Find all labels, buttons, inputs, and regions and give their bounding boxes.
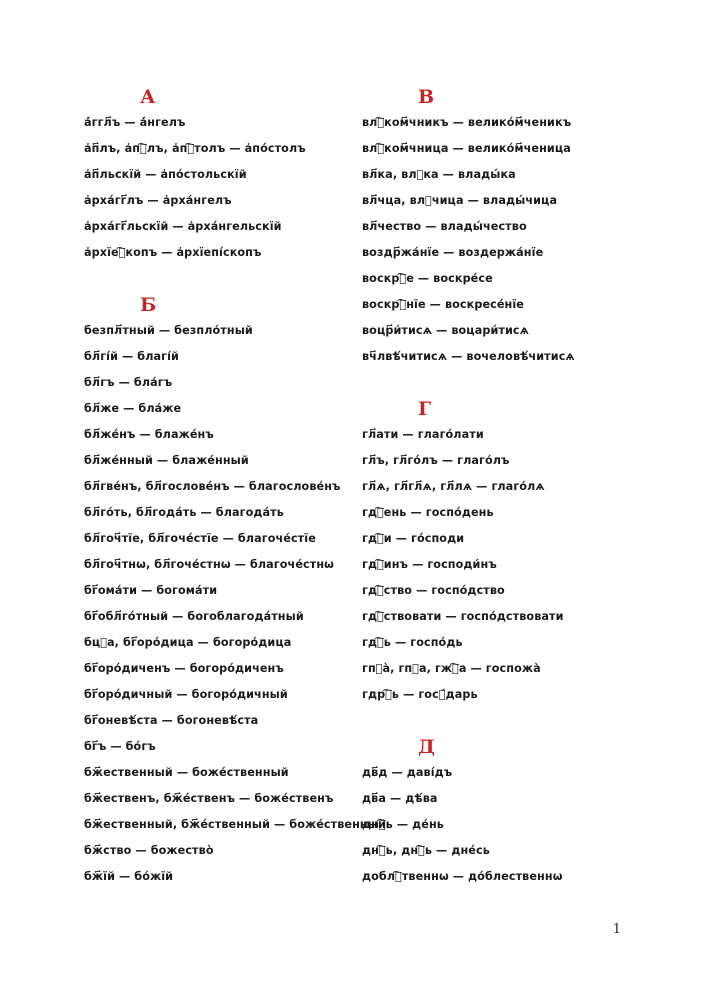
abbreviation-entry: воскрⷭ҇нїе — воскресе́нїе (362, 298, 524, 311)
abbreviation-entry: гдⷭ҇инъ — господи́нъ (362, 558, 497, 571)
abbreviation-entry: вл҃чца, влⷣчица — влады́чица (362, 194, 558, 207)
abbreviation-entry: бл҃гъ — бла́гъ (84, 376, 173, 389)
abbreviation-entry: дв҃а — дѣ́ва (362, 792, 438, 805)
section-heading: Д (418, 736, 435, 758)
abbreviation-entry: а҆п҃лъ, а҆пⷭ҇лъ, а҆пⷭ҇толъ — а҆по́столъ (84, 142, 306, 155)
abbreviation-entry: бл҃гоч҃тїе, бл҃гоче́стїе — благоче́стїе (84, 532, 316, 545)
abbreviation-entry: бл҃гоч҃тнѡ, бл҃гоче́стнѡ — благоче́стнѡ (84, 558, 334, 571)
abbreviation-entry: бж҃ественный — боже́ственный (84, 766, 289, 779)
section-spacer (362, 708, 662, 734)
abbreviation-entry: днⷭ҇ь — де́нь (362, 818, 444, 831)
right-column (362, 84, 662, 890)
abbreviation-entry: гдⷭ҇ь — госпо́дь (362, 636, 463, 649)
abbreviation-entry: бг҃ома́ти — богома́ти (84, 584, 218, 597)
abbreviation-entry: а҆п҃льскїй — а҆по́стольскїй (84, 168, 247, 181)
abbreviation-entry: гдⷭ҇ство — госпо́дство (362, 584, 505, 597)
abbreviation-entry: вч҃лвѣ́читисѧ — вочеловѣ́читисѧ (362, 350, 575, 363)
section-heading: Б (140, 294, 157, 316)
abbreviation-entry: влⷭ҇ком҃чникъ — велико́м҃ченикъ (362, 116, 572, 129)
abbreviation-entry: бг҃обл҃го́тный — богоблагода́тный (84, 610, 304, 623)
abbreviation-entry: бл҃же́нный — блаже́нный (84, 454, 249, 467)
abbreviation-entry: бл҃гі́й — благі́й (84, 350, 179, 363)
abbreviation-entry: бл҃го́ть, бл҃года́ть — благода́ть (84, 506, 284, 519)
abbreviation-entry: влⷭ҇ком҃чница — велико́м҃ченица (362, 142, 571, 155)
abbreviation-entry: безпл҃тный — безпло́тный (84, 324, 253, 337)
section-a (84, 84, 354, 266)
section-heading: Г (418, 398, 432, 420)
abbreviation-entry: бж҃ство — божество̀ (84, 844, 214, 857)
abbreviation-entry: бг҃ъ — бо́гъ (84, 740, 156, 753)
left-column (84, 84, 386, 890)
section-spacer (362, 370, 662, 396)
abbreviation-entry: а҆рхїеⷫ҇копъ — а҆рхїепі́скопъ (84, 246, 262, 259)
abbreviation-entry: вл҃ка, влⷣка — влады́ка (362, 168, 516, 181)
section-v (362, 84, 662, 370)
section-spacer (84, 266, 354, 292)
section-heading: В (418, 86, 435, 108)
section-d (362, 734, 662, 890)
abbreviation-entry: гл҃ъ, гл҃го́лъ — глаго́лъ (362, 454, 510, 467)
section-g (362, 396, 662, 708)
abbreviation-entry: гдрⷭ҇ь — госꙋ́дарь (362, 688, 478, 701)
abbreviation-entry: бж҃їй — бо́жїй (84, 870, 174, 883)
abbreviation-entry: бг҃оро́диченъ — богоро́диченъ (84, 662, 284, 675)
abbreviation-entry: днⷭ҇ь, днⷭ҇ь — дне́сь (362, 844, 490, 857)
abbreviation-entry: а҆́ггл҃ъ — а҆́нгелъ (84, 116, 186, 129)
abbreviation-entry: бл҃же́нъ — блаже́нъ (84, 428, 214, 441)
abbreviation-entry: бцⷣа, бг҃оро́дица — богоро́дица (84, 636, 292, 649)
abbreviation-entry: гдⷭ҇ствовати — госпо́дствовати (362, 610, 564, 623)
abbreviation-entry: гл҃ати — глаго́лати (362, 428, 484, 441)
page-number: 1 (612, 922, 621, 937)
abbreviation-entry: воцр҃и́тисѧ — воцари́тисѧ (362, 324, 530, 337)
abbreviation-entry: дв҃д — даві́дъ (362, 766, 453, 779)
abbreviation-entry: бг҃оневѣ́ста — богоневѣ́ста (84, 714, 259, 727)
abbreviation-entry: бж҃ественъ, бж҃е́ственъ — боже́ственъ (84, 792, 334, 805)
abbreviation-entry: гпⷤа̀, гпⷤа, гжⷭ҇а — госпожа̀ (362, 662, 541, 675)
abbreviation-entry: воздр҃жа́нїе — воздержа́нїе (362, 246, 544, 259)
abbreviation-entry: а҆рха́гг҃льскїй — а҆рха́нгельскїй (84, 220, 282, 233)
abbreviation-entry: бл҃гве́нъ, бл҃гослове́нъ — благослове́нъ (84, 480, 341, 493)
abbreviation-entry: вл҃чество — влады́чество (362, 220, 527, 233)
abbreviation-entry: бж҃ественный, бж҃е́ственный — боже́ственный (84, 818, 386, 831)
section-heading: А (140, 86, 156, 108)
abbreviation-entry: а҆рха́гг҃лъ — а҆рха́нгелъ (84, 194, 232, 207)
section-b (84, 292, 386, 890)
abbreviation-entry: воскрⷭ҇е — воскре́се (362, 272, 493, 285)
abbreviation-entry: гл҃ѧ, гл҃гл҃ѧ, гл҃лѧ — глаго́лѧ (362, 480, 545, 493)
abbreviation-entry: гдⷭ҇и — го́споди (362, 532, 465, 545)
abbreviation-entry: гдⷭ҇ень — госпо́день (362, 506, 494, 519)
abbreviation-entry: доблⷭ҇твеннѡ — до́блественнѡ (362, 870, 563, 883)
abbreviation-entry: бг҃оро́дичный — богоро́дичный (84, 688, 288, 701)
abbreviation-entry: бл҃же — бла́же (84, 402, 182, 415)
